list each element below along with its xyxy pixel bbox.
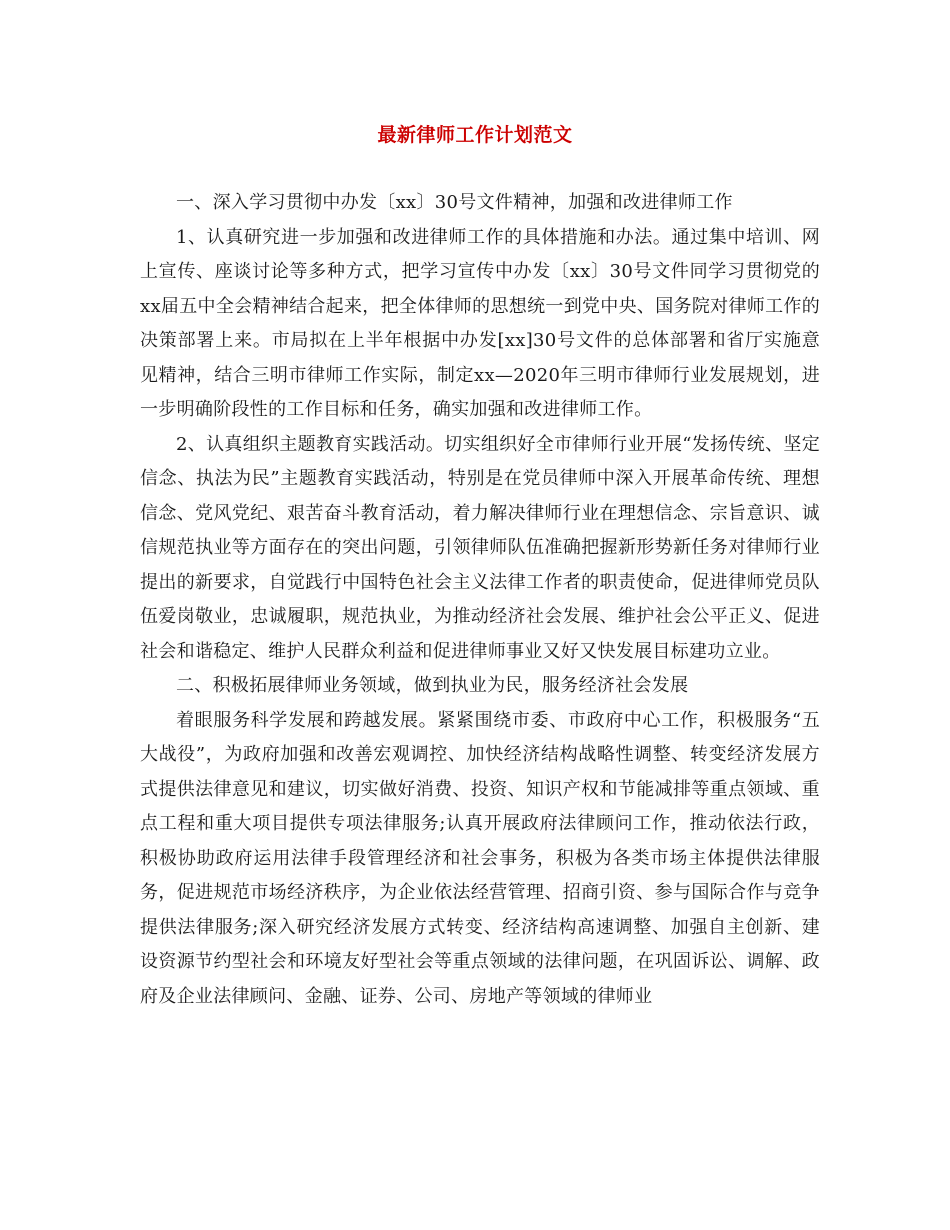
section-heading-2: 二、积极拓展律师业务领域，做到执业为民，服务经济社会发展: [176, 675, 689, 696]
paragraph-service: 着眼服务科学发展和跨越发展。紧紧围绕市委、市政府中心工作，积极服务“五大战役”，为政府加强和改善宏观调控、加快经济结构战略性调整、转变经济发展方式提供法律意见和建议，切实做好消费、投资、知识产权和节能减排等重点领域、重点工程和重大项目提供专项法律服务;认真开展政府法律顾问工作，推动依法行政，积极协助政府运用法律手段管理经济和社会事务，积极为各类市场主体提供法律服务，促进规范市场经济秩序，为企业依法经营管理、招商引资、参与国际合作与竞争提供法律服务;深入研究经济发展方式转变、经济结构高速调整、加强自主创新、建设资源节约型社会和环境友好型社会等重点领域的法律问题，在巩固诉讼、调解、政府及企业法律顾问、金融、证券、公司、房地产等领域的律师业: [140, 709, 820, 1007]
document-title: 最新律师工作计划范文: [377, 124, 573, 146]
paragraph-item-1: 1、认真研究进一步加强和改进律师工作的具体措施和办法。通过集中培训、网上宣传、座谈讨论等多种方式，把学习宣传中办发〔xx〕30号文件同学习贯彻党的xx届五中全会精神结合起来，把全体律师的思想统一到党中央、国务院对律师工作的决策部署上来。市局拟在上半年根据中办发[xx]30号文件的总体部署和省厅实施意见精神，结合三明市律师工作实际，制定xx—2020年三明市律师行业发展规划，进一步明确阶段性的工作目标和任务，确实加强和改进律师工作。: [140, 226, 820, 420]
paragraph-item-2: 2、认真组织主题教育实践活动。切实组织好全市律师行业开展“发扬传统、坚定信念、执法为民”主题教育实践活动，特别是在党员律师中深入开展革命传统、理想信念、党风党纪、艰苦奋斗教育活动，着力解决律师行业在理想信念、宗旨意识、诚信规范执业等方面存在的突出问题，引领律师队伍准确把握新形势新任务对律师行业提出的新要求，自觉践行中国特色社会主义法律工作者的职责使命，促进律师党员队伍爱岗敬业，忠诚履职，规范执业，为推动经济社会发展、维护社会公平正义、促进社会和谐稳定、维护人民群众利益和促进律师事业又好又快发展目标建功立业。: [140, 433, 820, 662]
document-body: [140, 186, 820, 1014]
section-heading-1: 一、深入学习贯彻中办发〔xx〕30号文件精神，加强和改进律师工作: [176, 192, 733, 213]
